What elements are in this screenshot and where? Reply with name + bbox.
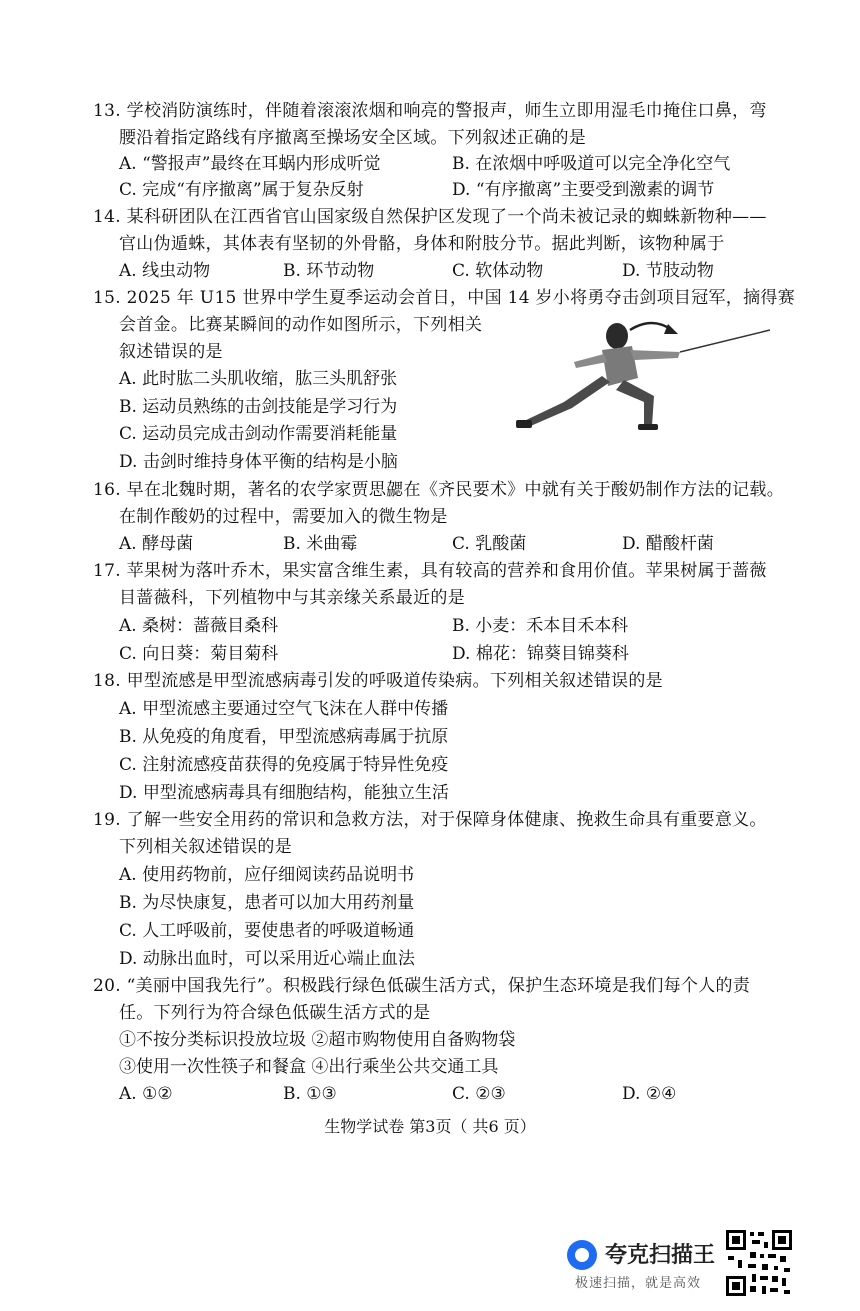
q20-items-line2: ③使用一次性筷子和餐盒 ④出行乘坐公共交通工具 [119,1057,499,1077]
q16-option-a: A. 酵母菌 [119,534,194,554]
q13-option-b: B. 在浓烟中呼吸道可以完全净化空气 [452,154,731,174]
q18-option-d: D. 甲型流感病毒具有细胞结构，能独立生活 [119,783,449,803]
fencer-icon [516,323,770,430]
q14-option-a: A. 线虫动物 [119,261,211,281]
q13-stem-line2: 腰沿着指定路线有序撤离至操场安全区域。下列叙述正确的是 [119,128,587,148]
q15-stem-line1: 15. 2025 年 U15 世界中学生夏季运动会首日，中国 14 岁小将勇夺击剑项目冠军，摘得赛 [93,288,796,308]
q17-option-a: A. 桑树：蔷薇目桑科 [119,616,279,636]
q15-option-b: B. 运动员熟练的击剑技能是学习行为 [119,397,398,417]
q18-option-a: A. 甲型流感主要通过空气飞沫在人群中传播 [119,699,449,719]
q13-option-a: A. “警报声”最终在耳蜗内形成听觉 [119,154,381,174]
q14-stem-line1: 14. 某科研团队在江西省官山国家级自然保护区发现了一个尚未被记录的蜘蛛新物种—— [93,207,767,227]
q19-option-a: A. 使用药物前，应仔细阅读药品说明书 [119,865,415,885]
q15-option-a: A. 此时肱二头肌收缩，肱三头肌舒张 [119,369,398,389]
q19-stem-line2: 下列相关叙述错误的是 [119,837,292,857]
page-footer: 生物学试卷 第3页（ 共6 页） [324,1117,536,1136]
q20-stem-line1: 20. “美丽中国我先行”。积极践行绿色低碳生活方式，保护生态环境是我们每个人的责 [93,976,751,996]
q18-stem-line1: 18. 甲型流感是甲型流感病毒引发的呼吸道传染病。下列相关叙述错误的是 [93,671,663,691]
qr-code-icon [724,1228,794,1298]
q14-option-c: C. 软体动物 [452,261,544,281]
q14-stem-line2: 官山伪遁蛛，其体表有坚韧的外骨骼，身体和附肢分节。据此判断，该物种属于 [119,234,725,254]
q20-option-d: D. ②④ [622,1084,677,1104]
q16-stem-line1: 16. 早在北魏时期，著名的农学家贾思勰在《齐民要术》中就有关于酸奶制作方法的记载。 [93,480,785,500]
q15-stem-line3: 叙述错误的是 [119,342,223,362]
fencer-illustration [512,316,774,438]
q19-option-d: D. 动脉出血时，可以采用近心端止血法 [119,949,415,969]
q17-option-c: C. 向日葵：菊目菊科 [119,644,279,664]
q17-option-b: B. 小麦：禾本目禾本科 [452,616,629,636]
q19-option-c: C. 人工呼吸前，要使患者的呼吸道畅通 [119,921,415,941]
q19-stem-line1: 19. 了解一些安全用药的常识和急救方法，对于保障身体健康、挽救生命具有重要意义。 [93,810,767,830]
q20-stem-line2: 任。下列行为符合绿色低碳生活方式的是 [119,1003,431,1023]
q20-option-c: C. ②③ [452,1084,506,1104]
q20-option-a: A. ①② [119,1084,173,1104]
scanner-watermark [567,1238,717,1292]
q17-stem-line2: 目蔷薇科，下列植物中与其亲缘关系最近的是 [119,588,465,608]
q15-option-d: D. 击剑时维持身体平衡的结构是小脑 [119,452,398,472]
q15-stem-line2: 会首金。比赛某瞬间的动作如图所示，下列相关 [119,315,483,335]
q19-option-b: B. 为尽快康复，患者可以加大用药剂量 [119,893,415,913]
q17-option-d: D. 棉花：锦葵目锦葵科 [452,644,629,664]
q20-items-line1: ①不按分类标识投放垃圾 ②超市购物使用自备购物袋 [119,1030,516,1050]
q18-option-c: C. 注射流感疫苗获得的免疫属于特异性免疫 [119,755,449,775]
q20-option-b: B. ①③ [283,1084,337,1104]
q16-stem-line2: 在制作酸奶的过程中，需要加入的微生物是 [119,507,448,527]
q14-option-d: D. 节肢动物 [622,261,714,281]
q13-stem-line1: 13. 学校消防演练时，伴随着滚滚浓烟和响亮的警报声，师生立即用湿毛巾掩住口鼻，弯 [93,101,767,121]
brand-name: 夸克扫描王 [605,1243,716,1268]
q16-option-d: D. 醋酸杆菌 [622,534,714,554]
q17-stem-line1: 17. 苹果树为落叶乔木，果实富含维生素，具有较高的营养和食用价值。苹果树属于蔷薇 [93,561,767,581]
q13-option-d: D. “有序撤离”主要受到激素的调节 [452,180,715,200]
q13-option-c: C. 完成“有序撤离”属于复杂反射 [119,180,364,200]
q14-option-b: B. 环节动物 [283,261,375,281]
q15-option-c: C. 运动员完成击剑动作需要消耗能量 [119,424,398,444]
brand-slogan: 极速扫描，就是高效 [575,1276,702,1291]
q16-option-b: B. 米曲霉 [283,534,358,554]
q16-option-c: C. 乳酸菌 [452,534,527,554]
q18-option-b: B. 从免疫的角度看，甲型流感病毒属于抗原 [119,727,449,747]
quark-logo-icon [567,1240,597,1270]
